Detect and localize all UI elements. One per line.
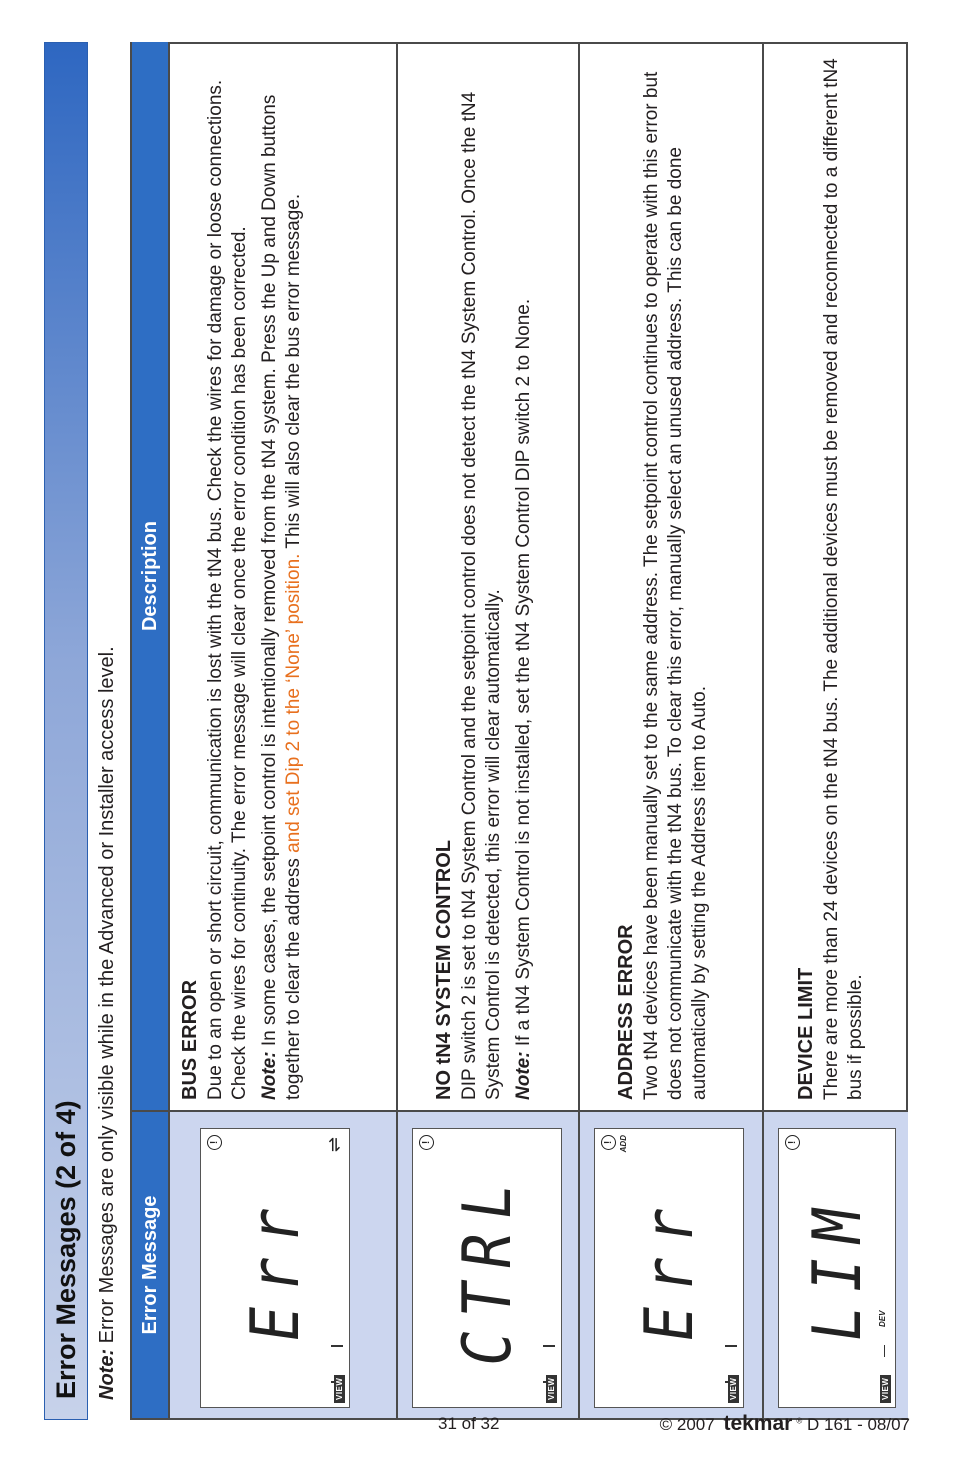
column-header-error-message: Error Message: [132, 1112, 168, 1418]
copyright-text: © 2007: [659, 1415, 715, 1434]
page-title: Error Messages (2 of 4): [51, 1100, 81, 1399]
description-cell: [170, 44, 396, 1112]
rotated-page-content: [0, 42, 890, 1420]
error-note: [512, 54, 536, 1100]
column-header-description: Description: [132, 42, 168, 1112]
lcd-segment-dash: [884, 1345, 886, 1357]
device-tag: DEV: [878, 1310, 887, 1327]
view-badge: VIEW: [880, 1375, 891, 1403]
error-messages-table: [130, 42, 908, 1420]
lcd-segment-text: CTRL: [447, 1164, 527, 1372]
note-text: Error Messages are only visible while in the Advanced or Installer access level.: [96, 646, 118, 1349]
lcd-segment-text: Err: [629, 1189, 709, 1347]
error-message-cell: [580, 1112, 762, 1418]
table-row-address-error: [578, 44, 762, 1418]
error-message-cell: [764, 1112, 908, 1418]
note-label: Note:: [96, 1348, 118, 1400]
footer-copyright: [660, 1412, 910, 1436]
error-description: There are more than 24 devices on the tN4 bus. The additional devices must be removed and reconnected to a different tN4 bus if possible.: [821, 58, 866, 1100]
error-description: Due to an open or short circuit, communication is lost with the tN4 bus. Check the wires for damage or loose connections. Check the wires for continuity. The error message will clear once the error condition has been corrected.: [205, 79, 250, 1100]
error-note: [258, 54, 306, 1100]
note-text: In some cases, the setpoint control is intentionally removed from the tN4 system. Press the Up and Down buttons together to clear the address: [259, 94, 304, 1100]
warning-icon: !: [785, 1135, 800, 1150]
description-cell: [398, 44, 578, 1112]
section-title-bar: [44, 42, 88, 1420]
view-badge: VIEW: [334, 1375, 345, 1403]
error-description: DIP switch 2 is set to tN4 System Control and the setpoint control does not detect the tN4 System Control. Once the tN4 System Control is detected, this error will clear automatically.: [459, 91, 504, 1100]
note-label: Note:: [513, 1051, 534, 1100]
error-heading: ADDRESS ERROR: [615, 924, 637, 1100]
note-tail: This will also clear the bus error message.: [283, 193, 304, 554]
lcd-segment-text: LIM: [797, 1189, 877, 1347]
note-label: Note:: [259, 1051, 280, 1100]
page-number: 31 of 32: [438, 1414, 500, 1433]
table-row-device-limit: [762, 44, 908, 1418]
brand-logo: tekmar: [723, 1412, 793, 1435]
warning-icon: !: [601, 1135, 616, 1150]
lcd-display: [412, 1128, 562, 1408]
lcd-display: [200, 1128, 350, 1408]
error-heading: DEVICE LIMIT: [795, 967, 817, 1100]
lcd-display: [778, 1128, 896, 1408]
description-cell: [764, 44, 908, 1112]
lcd-segment-tick: [543, 1346, 555, 1348]
registered-mark-icon: ®: [796, 1416, 803, 1426]
note-text: If a tN4 System Control is not installed, set the tN4 System Control DIP switch 2 to None.: [513, 298, 534, 1052]
access-level-note: [96, 646, 119, 1400]
view-badge: VIEW: [728, 1375, 739, 1403]
lcd-segment-tick: [725, 1346, 737, 1348]
table-row-bus-error: [168, 44, 396, 1418]
bus-arrows-icon: ⇌: [324, 1137, 344, 1153]
description-cell: [580, 44, 762, 1112]
address-tag: ADD: [619, 1135, 628, 1153]
error-message-cell: [170, 1112, 396, 1418]
lcd-display: [594, 1128, 744, 1408]
view-badge: VIEW: [546, 1375, 557, 1403]
error-message-cell: [398, 1112, 578, 1418]
lcd-segment-text: Err: [235, 1189, 315, 1347]
table-row-no-system-control: [396, 44, 578, 1418]
warning-icon: !: [419, 1135, 434, 1150]
lcd-segment-tick: [331, 1346, 343, 1348]
error-heading: NO tN4 SYSTEM CONTROL: [433, 839, 455, 1100]
document-code: D 161 - 08/07: [806, 1415, 910, 1434]
error-heading: BUS ERROR: [179, 979, 201, 1100]
error-description: Two tN4 devices have been manually set to the same address. The setpoint control continues to operate with this error but does not communicate with the tN4 bus. To clear this error, manually select an unused address. This can be done automatically by setting the Address item to Auto.: [641, 71, 710, 1100]
warning-icon: !: [207, 1135, 222, 1150]
note-highlight: and set Dip 2 to the ‘None’ position.: [283, 553, 304, 853]
